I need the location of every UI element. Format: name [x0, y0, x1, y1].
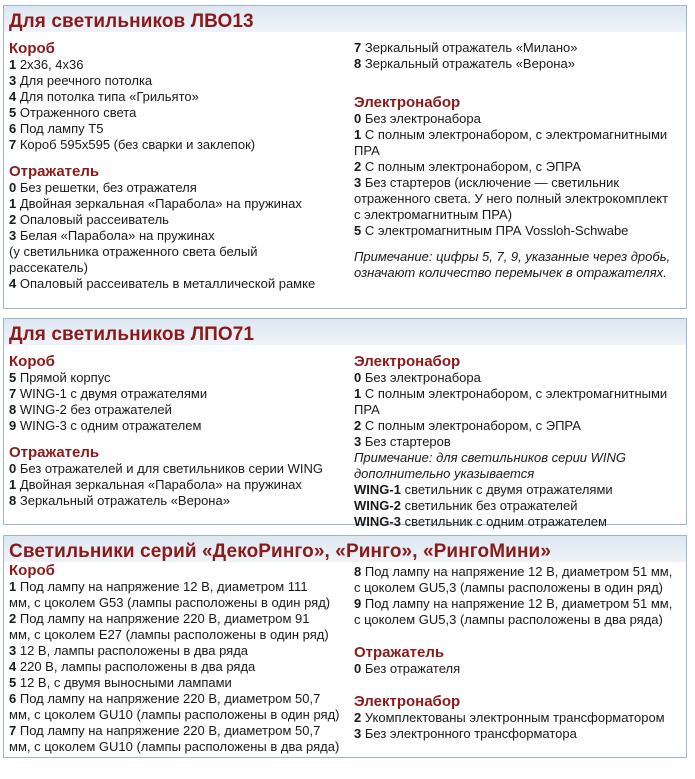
list-item [354, 514, 684, 530]
item-text: Без стартеров [364, 434, 451, 449]
group-heading: Отражатель [354, 644, 445, 661]
item-code: 6 [9, 691, 17, 706]
list-item [354, 223, 684, 239]
item-text: светильник с одним отражателем [404, 514, 607, 529]
list-item [354, 564, 684, 580]
item-code: 1 [354, 386, 362, 401]
item-code: 1 [9, 57, 17, 72]
item-code: 7 [354, 40, 362, 55]
item-text: Под лампу на напряжение 220 В, диаметром 50,7 [19, 723, 321, 738]
item-code: 9 [9, 418, 17, 433]
list-item [9, 595, 351, 611]
item-text: Зеркальный отражатель «Верона» [19, 493, 230, 508]
note-line: Примечание: цифры 5, 7, 9, указанные через дробь, [354, 249, 671, 264]
right-column [354, 353, 684, 530]
note-line: означают количество перемычек в отражателях. [354, 265, 667, 280]
item-text: Короб 595х595 (без сварки и заклепок) [19, 137, 256, 152]
group-heading: Электронабор [354, 693, 461, 710]
item-code: 1 [9, 579, 17, 594]
item-text: мм, с цоколем G53 (лампы расположены в один ряд) [9, 595, 331, 610]
left-column [9, 40, 349, 292]
item-text: Опаловый рассеиватель в металлической рамке [19, 276, 316, 291]
item-code: 1 [9, 196, 17, 211]
list-item [9, 707, 351, 723]
item-text: Для реечного потолка [19, 73, 153, 88]
list-item [9, 627, 351, 643]
list-item [354, 191, 684, 207]
list-item [9, 691, 351, 707]
item-text: Без электронного трансформатора [364, 726, 577, 741]
note [354, 450, 684, 482]
item-list [9, 579, 351, 755]
item-code: 8 [354, 56, 362, 71]
item-text: Под лампу на напряжение 220 В, диаметром 91 [19, 611, 310, 626]
item-code: 4 [9, 659, 17, 674]
item-text: отраженного света. У него полный электрокомплект [354, 191, 669, 206]
list-item [9, 493, 349, 509]
item-code: 0 [354, 661, 362, 676]
list-item [354, 726, 684, 742]
list-item [354, 661, 684, 677]
item-text: Без решетки, без отражателя [19, 180, 197, 195]
item-code: 3 [9, 228, 17, 243]
list-item [354, 612, 684, 628]
list-item [9, 370, 349, 386]
section-title: Для светильников ЛПО71 [9, 324, 255, 345]
list-item [354, 386, 684, 402]
group-heading: Электронабор [354, 353, 461, 370]
item-text: 2х36, 4х36 [19, 57, 84, 72]
list-item [354, 111, 684, 127]
item-text: ПРА [354, 143, 380, 158]
list-item [9, 244, 349, 260]
list-item [9, 73, 349, 89]
list-item [9, 57, 349, 73]
item-text: Под лампу Т5 [19, 121, 104, 136]
left-column [9, 562, 351, 755]
item-code: 8 [354, 564, 362, 579]
list-item [9, 137, 349, 153]
item-code: 7 [9, 137, 17, 152]
item-code: 6 [9, 121, 17, 136]
list-item [9, 260, 349, 276]
list-item [354, 56, 684, 72]
item-code: 2 [354, 710, 362, 725]
section-lpo71 [3, 318, 687, 529]
item-text: Под лампу на напряжение 12 В, диаметром 51 мм, [364, 564, 673, 579]
item-text: Под лампу на напряжение 12 В, диаметром 51 мм, [364, 596, 673, 611]
list-item [354, 127, 684, 143]
item-code: WING-2 [354, 498, 401, 513]
list-item [9, 739, 351, 755]
group-heading: Электронабор [354, 94, 461, 111]
item-code: 3 [9, 73, 17, 88]
list-item [9, 228, 349, 244]
note-line: Примечание: для светильников серии WING [354, 450, 627, 465]
list-item [9, 461, 349, 477]
item-list [354, 370, 684, 450]
item-text: Без отражателей и для светильников серии WING [19, 461, 324, 476]
item-text: WING-1 с двумя отражателями [19, 386, 208, 401]
list-item [9, 723, 351, 739]
list-item [354, 159, 684, 175]
list-item [9, 121, 349, 137]
item-text: мм, с цоколем Е27 (лампы расположены в один ряд) [9, 627, 329, 642]
list-item [354, 434, 684, 450]
item-text: рассекатель) [9, 260, 88, 275]
item-code: 5 [9, 370, 17, 385]
item-text: С полным электронабором, с ЭПРА [364, 159, 581, 174]
list-item [354, 207, 684, 223]
group-heading: Короб [9, 353, 55, 370]
section-lvo13 [3, 5, 687, 309]
list-item [9, 276, 349, 292]
item-text: Без стартеров (исключение — светильник [364, 175, 620, 190]
list-item [354, 143, 684, 159]
item-list [9, 370, 349, 434]
group-heading: Короб [9, 562, 55, 579]
item-list [354, 111, 684, 239]
group-heading: Отражатель [9, 163, 100, 180]
item-code: 5 [354, 223, 362, 238]
list-item [9, 675, 351, 691]
list-item [9, 477, 349, 493]
list-item [354, 482, 684, 498]
item-text: Под лампу на напряжение 220 В, диаметром 50,7 [19, 691, 321, 706]
item-text: с цоколем GU5,3 (лампы расположены в два ряда) [354, 612, 663, 627]
item-text: Без электронабора [364, 370, 481, 385]
item-code: 3 [354, 434, 362, 449]
right-column [354, 40, 684, 281]
item-text: Зеркальный отражатель «Милано» [364, 40, 578, 55]
list-item [9, 579, 351, 595]
item-list [354, 661, 684, 677]
item-text: Белая «Парабола» на пружинах [19, 228, 215, 243]
list-item [9, 180, 349, 196]
item-text: Прямой корпус [19, 370, 111, 385]
item-text: WING-2 без отражателей [19, 402, 172, 417]
item-list [9, 57, 349, 153]
item-text: Зеркальный отражатель «Верона» [364, 56, 575, 71]
item-code: 4 [9, 276, 17, 291]
item-text: 220 В, лампы расположены в два ряда [19, 659, 256, 674]
list-item [9, 89, 349, 105]
list-item [9, 105, 349, 121]
item-text: светильник без отражателей [404, 498, 578, 513]
list-item [9, 659, 351, 675]
item-code: 0 [354, 370, 362, 385]
item-text: Укомплектованы электронным трансформатором [364, 710, 665, 725]
item-code: 1 [354, 127, 362, 142]
item-code: 0 [9, 461, 17, 476]
item-text: Без электронабора [364, 111, 481, 126]
list-item [354, 498, 684, 514]
item-text: ПРА [354, 402, 380, 417]
list-item [9, 386, 349, 402]
list-item [9, 611, 351, 627]
item-list [9, 180, 349, 292]
item-text: светильник с двумя отражателями [404, 482, 613, 497]
item-code: 5 [9, 105, 17, 120]
list-item [354, 370, 684, 386]
item-text: Отраженного света [19, 105, 137, 120]
item-code: 7 [9, 386, 17, 401]
item-code: 8 [9, 493, 17, 508]
item-text: Без отражателя [364, 661, 461, 676]
item-list [9, 461, 349, 509]
item-code: 7 [9, 723, 17, 738]
item-code: 2 [9, 212, 17, 227]
item-text: с электромагнитным ПРА) [354, 207, 513, 222]
item-list [354, 710, 684, 742]
list-item [9, 212, 349, 228]
list-item [354, 580, 684, 596]
item-code: WING-3 [354, 514, 401, 529]
list-item [9, 402, 349, 418]
item-code: 4 [9, 89, 17, 104]
item-code: 9 [354, 596, 362, 611]
right-column [354, 564, 684, 742]
list-item [354, 175, 684, 191]
item-code: 8 [9, 402, 17, 417]
item-list [354, 40, 684, 72]
item-text: С полным электронабором, с электромагнитными [364, 386, 668, 401]
item-text: (у светильника отраженного света белый [9, 244, 258, 259]
item-text: WING-3 с одним отражателем [19, 418, 202, 433]
left-column [9, 353, 349, 509]
item-text: С полным электронабором, с ЭПРА [364, 418, 581, 433]
section-ringo [3, 535, 687, 758]
item-code: 0 [9, 180, 17, 195]
item-text: Двойная зеркальная «Парабола» на пружинах [19, 196, 302, 211]
list-item [9, 196, 349, 212]
group-heading: Короб [9, 40, 55, 57]
item-text: С полным электронабором, с электромагнитными [364, 127, 668, 142]
item-code: 3 [354, 726, 362, 741]
note-line: дополнительно указывается [354, 466, 535, 481]
item-code: 3 [9, 643, 17, 658]
list-item [354, 40, 684, 56]
list-item [354, 418, 684, 434]
wing-list [354, 482, 684, 530]
item-code: 2 [9, 611, 17, 626]
item-code: 5 [9, 675, 17, 690]
section-title: Светильники серий «ДекоРинго», «Ринго», «РингоМини» [9, 541, 551, 562]
item-code: 0 [354, 111, 362, 126]
section-title: Для светильников ЛВО13 [9, 11, 254, 32]
item-text: 12 В, с двумя выносными лампами [19, 675, 232, 690]
item-text: Для потолка типа «Грильято» [19, 89, 199, 104]
list-item [9, 418, 349, 434]
item-text: С электромагнитным ПРА Vossloh-Schwabe [364, 223, 629, 238]
item-code: 2 [354, 418, 362, 433]
item-text: мм, с цоколем GU10 (лампы расположены в один ряд) [9, 707, 340, 722]
list-item [354, 402, 684, 418]
item-text: 12 В, лампы расположены в два ряда [19, 643, 249, 658]
note [354, 249, 684, 281]
group-heading: Отражатель [9, 444, 100, 461]
list-item [354, 710, 684, 726]
item-text: мм, с цоколем GU10 (лампы расположены в два ряда) [9, 739, 340, 754]
item-list [354, 564, 684, 628]
item-code: WING-1 [354, 482, 401, 497]
item-text: Опаловый рассеиватель [19, 212, 169, 227]
item-code: 1 [9, 477, 17, 492]
item-text: с цоколем GU5,3 (лампы расположены в один ряд) [354, 580, 664, 595]
item-text: Двойная зеркальная «Парабола» на пружинах [19, 477, 302, 492]
item-code: 2 [354, 159, 362, 174]
list-item [354, 596, 684, 612]
item-code: 3 [354, 175, 362, 190]
item-text: Под лампу на напряжение 12 В, диаметром 111 [19, 579, 308, 594]
list-item [9, 643, 351, 659]
